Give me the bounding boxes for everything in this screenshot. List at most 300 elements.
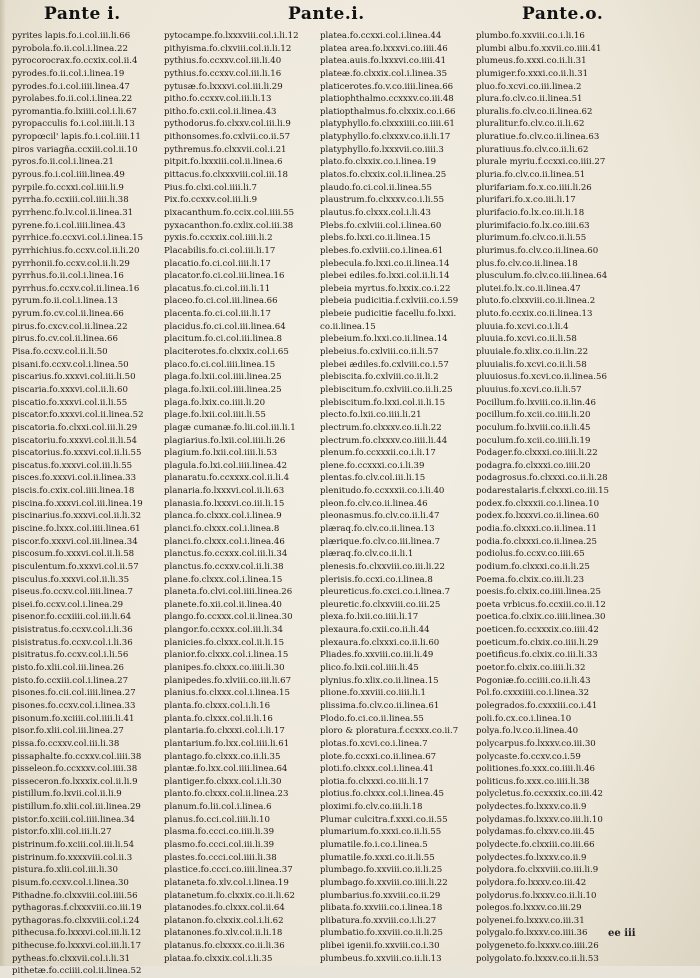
index-entry: polydamas.fo.clxxv.co.iii.45 bbox=[476, 827, 595, 838]
index-entry: plurale myriu.f.ccxxi.co.iiii.27 bbox=[476, 157, 606, 168]
index-entry: plebei ediles.fo.lxxi.col.ii.li.14 bbox=[320, 271, 450, 282]
index-entry: pittacus.fo.clxxxviii.col.iii.18 bbox=[164, 170, 289, 181]
index-entry: plantarium.fo.lxx.col.iiii.li.61 bbox=[164, 738, 290, 749]
index-entry: planta.fo.clxxx.col.i.li.16 bbox=[164, 700, 271, 711]
index-entry: placidus.fo.ci.col.iii.linea.64 bbox=[164, 321, 286, 332]
index-entry: pissa.fo.ccxxv.col.iii.li.38 bbox=[12, 738, 120, 749]
index-entry: plebiscita.fo.cxlviii.co.ii.li.2 bbox=[320, 372, 439, 383]
column-header-right: Pante.o. bbox=[522, 4, 604, 24]
index-entry: plutei.fo.lx.co.ii.linea.47 bbox=[476, 283, 581, 294]
index-entry: pluuius.fo.xcvi.co.ii.li.57 bbox=[476, 384, 582, 395]
index-entry: plateæ.fo.clxxix.col.i.linea.35 bbox=[320, 68, 448, 79]
index-entry: pithecusa.fo.lxxxvi.col.iii.li.12 bbox=[12, 928, 142, 939]
index-entry: poetica.fo.clxix.co.iiii.linea.30 bbox=[476, 612, 606, 623]
index-entry: plaudo.fo.ci.col.ii.linea.55 bbox=[320, 182, 432, 193]
index-entry: planicies.fo.clxxx.col.ii.li.15 bbox=[164, 637, 285, 648]
index-entry: poculum.fo.lxviii.co.ii.li.45 bbox=[476, 422, 591, 433]
index-entry: placatio.fo.ci.col.iiii.li.17 bbox=[164, 258, 271, 269]
index-entry: podex.fo.clxxxii.co.i.linea.10 bbox=[476, 498, 600, 509]
index-entry: piscor.fo.xxxvi.col.iii.linea.34 bbox=[12, 536, 138, 547]
index-column-2 bbox=[164, 30, 324, 965]
index-entry: pytocampe.fo.lxxxviii.col.i.li.12 bbox=[164, 31, 299, 41]
index-entry: plene.fo.ccxxxi.co.i.li.39 bbox=[320, 460, 425, 471]
index-entry: plagiarius.fo.lxii.col.iiii.li.26 bbox=[164, 435, 286, 446]
index-entry: plebei ædiles.fo.cxlviii.co.i.57 bbox=[320, 359, 449, 370]
index-entry: pyrodes.fo.i.col.iiii.linea.47 bbox=[12, 81, 130, 92]
index-entry: polydamas.fo.lxxxv.co.iii.li.10 bbox=[476, 814, 603, 825]
index-entry: plataneta.fo.xlv.col.i.linea.19 bbox=[164, 877, 289, 888]
index-entry: Pix.fo.ccxxv.col.iii.li.9 bbox=[164, 195, 258, 206]
index-entry: piscatus.fo.xxxvi.col.iii.li.55 bbox=[12, 460, 133, 471]
index-entry: plasma.fo.ccci.co.iiii.li.39 bbox=[164, 827, 275, 838]
index-entry: politicus.fo.xxx.co.iiii.li.38 bbox=[476, 776, 590, 787]
index-entry: pyrobola.fo.ii.col.i.linea.22 bbox=[12, 43, 128, 54]
index-entry: plotas.fo.xcvi.co.i.linea.7 bbox=[320, 738, 428, 749]
index-entry: pluto.fo.ccxix.co.ii.linea.13 bbox=[476, 309, 593, 320]
index-entry: poeta vrbicus.fo.ccxiii.co.ii.12 bbox=[476, 599, 606, 610]
index-entry: plurimum.fo.clv.co.ii.li.55 bbox=[476, 233, 587, 244]
index-entry: plumiger.fo.xxxi.co.ii.li.31 bbox=[476, 68, 589, 79]
index-entry: pyrous.fo.i.col.iiii.linea.49 bbox=[12, 170, 125, 181]
index-entry: pyropœcil' lapis.fo.i.col.iiii.11 bbox=[12, 132, 141, 143]
index-entry: plebiscitum.fo.cxlviii.co.ii.li.25 bbox=[320, 384, 453, 395]
index-entry: planctus.fo.ccxxv.col.ii.li.38 bbox=[164, 561, 284, 572]
index-entry: piscine.fo.lxxx.col.iiii.linea.61 bbox=[12, 523, 141, 534]
index-entry: poesis.fo.clxix.co.iiii.linea.25 bbox=[476, 587, 601, 598]
index-entry: pistillum.fo.xlii.col.iii.linea.29 bbox=[12, 802, 141, 813]
index-entry: pithyisma.fo.clxviii.col.ii.li.12 bbox=[164, 43, 292, 54]
index-entry: pyrites lapis.fo.i.col.iii.li.66 bbox=[12, 31, 131, 41]
index-entry: pyrrhichius.fo.ccxv.col.ii.li.20 bbox=[12, 245, 140, 256]
index-entry: platanus.fo.clxxxx.co.ii.li.36 bbox=[164, 941, 285, 952]
index-entry: plurimus.fo.clv.co.ii.linea.60 bbox=[476, 245, 599, 256]
index-entry: plæraq.fo.clv.co.ii.li.1 bbox=[320, 549, 414, 560]
index-entry: plibei igenii.fo.xxviii.co.i.30 bbox=[320, 941, 440, 952]
index-entry: pisistratus.fo.ccxv.col.i.li.36 bbox=[12, 637, 133, 648]
index-entry: plerisis.fo.ccxi.co.i.linea.8 bbox=[320, 574, 433, 585]
index-entry: pyrene.fo.i.col.iiii.linea.43 bbox=[12, 220, 126, 231]
index-entry: plærique.fo.clv.co.iii.linea.7 bbox=[320, 536, 441, 547]
index-entry: politiones.fo.xxx.co.iiii.li.46 bbox=[476, 764, 595, 775]
index-entry: polydora.fo.clxxviii.co.iii.li.9 bbox=[476, 865, 599, 876]
index-entry: pithecuse.fo.lxxxvi.col.iii.li.17 bbox=[12, 941, 142, 952]
index-entry: pythodorus.fo.clxxv.col.iii.li.9 bbox=[164, 119, 291, 130]
index-entry: platea.fo.ccxxi.col.i.linea.44 bbox=[320, 31, 442, 41]
index-entry: pleureticus.fo.cxci.co.i.linea.7 bbox=[320, 587, 451, 598]
index-entry: plantaria.fo.clxxxi.col.i.li.17 bbox=[164, 726, 285, 737]
index-entry: platea area.fo.lxxxvi.co.iiii.46 bbox=[320, 43, 448, 54]
index-entry: pleon.fo.clv.co.ii.linea.46 bbox=[320, 498, 428, 509]
index-entry: plentas.fo.clv.col.iii.li.15 bbox=[320, 473, 426, 484]
index-entry: Pol.fo.cxxxiiii.co.i.linea.32 bbox=[476, 688, 590, 699]
index-entry: platos.fo.clxxix.col.ii.linea.25 bbox=[320, 170, 447, 181]
index-entry: podiolus.fo.ccxv.co.iiii.65 bbox=[476, 549, 585, 560]
index-entry: pluo.fo.xcvi.co.iii.linea.2 bbox=[476, 81, 582, 92]
index-entry: piscaria.fo.xxxvi.col.ii.li.60 bbox=[12, 384, 128, 395]
index-entry: pyropacculis fo.i.col.iiii.li.13 bbox=[12, 119, 135, 130]
index-entry: pistor.fo.xlii.col.iii.li.27 bbox=[12, 827, 112, 838]
index-entry: piscatorius.fo.xxxvi.col.ii.li.55 bbox=[12, 448, 142, 459]
index-entry: podium.fo.clxxxi.co.ii.li.25 bbox=[476, 561, 590, 572]
index-entry: pitho.fo.ccxxv.col.iii.li.13 bbox=[164, 94, 272, 105]
index-entry: poculum.fo.xcii.co.iiii.li.19 bbox=[476, 435, 591, 446]
index-entry: pyrrhenc.fo.lv.col.ii.linea.31 bbox=[12, 207, 134, 218]
index-entry: Plodo.fo.ci.co.ii.linea.55 bbox=[320, 713, 424, 724]
index-entry: pisto.fo.ccxiii.col.i.linea.27 bbox=[12, 675, 129, 686]
index-entry: pluralis.fo.clv.co.ii.linea.62 bbox=[476, 106, 593, 117]
index-entry: polygalo.fo.lxxxv.co.iiii.36 bbox=[476, 928, 588, 939]
index-entry: plautus.fo.clxxx.col.i.li.43 bbox=[320, 207, 431, 218]
index-entry: pisculus.fo.xxxvi.col.ii.li.35 bbox=[12, 574, 130, 585]
index-entry: pocillum.fo.xcii.co.iiii.li.20 bbox=[476, 410, 591, 421]
index-entry: pisseceron.fo.lxxxix.col.ii.li.9 bbox=[12, 776, 138, 787]
index-entry: pluuiosus.fo.xcvi.co.ii.linea.56 bbox=[476, 372, 607, 383]
index-entry: planca.fo.clxxx.col.i.linea.9 bbox=[164, 511, 282, 522]
index-entry: pistor.fo.xciii.col.iiii.linea.34 bbox=[12, 814, 135, 825]
index-entry: piseus.fo.ccxv.col.iiii.linea.7 bbox=[12, 587, 134, 598]
index-entry: plusculum.fo.clv.co.iii.linea.64 bbox=[476, 271, 608, 282]
index-entry: pyrrhus.fo.ii.col.i.linea.16 bbox=[12, 271, 124, 282]
index-entry: plumbatio.fo.xxviii.co.ii.li.25 bbox=[320, 928, 443, 939]
index-entry: pleuretic.fo.clxxviii.co.iii.25 bbox=[320, 599, 441, 610]
index-entry: pisistratus.fo.ccxv.col.i.li.36 bbox=[12, 625, 133, 636]
index-entry: pixacanthum.fo.ccix.col.iiii.55 bbox=[164, 207, 295, 218]
index-entry: plebes.fo.cxlviii.co.i.linea.61 bbox=[320, 245, 444, 256]
index-entry: plenum.fo.ccxxxii.co.i.li.17 bbox=[320, 448, 436, 459]
index-entry: podex.fo.lxxxvi.co.ii.linea.60 bbox=[476, 511, 600, 522]
index-entry: planipedes.fo.xlviii.co.iii.li.67 bbox=[164, 675, 292, 686]
index-entry: polycaste.fo.ccxv.co.i.59 bbox=[476, 751, 581, 762]
index-entry: Plebs.fo.cxlviii.col.i.linea.60 bbox=[320, 220, 442, 231]
index-entry: Poema.fo.clxix.co.iii.li.23 bbox=[476, 574, 585, 585]
index-entry: placatus.fo.ci.col.iii.li.11 bbox=[164, 283, 271, 294]
index-entry: plagula.fo.lxi.col.iiii.linea.42 bbox=[164, 460, 288, 471]
index-entry: placitum.fo.ci.col.iii.linea.8 bbox=[164, 334, 282, 345]
index-entry: plote.fo.ccxxi.co.ii.linea.67 bbox=[320, 751, 437, 762]
index-entry: piscator.fo.xxxvi.col.ii.linea.52 bbox=[12, 410, 144, 421]
index-entry: pisones.fo.cii.col.iiii.linea.27 bbox=[12, 688, 136, 699]
index-entry: plenesis.fo.clxxviii.co.iii.li.22 bbox=[320, 561, 445, 572]
index-entry: plage.fo.lxii.col.iiii.li.55 bbox=[164, 410, 266, 421]
index-entry: pluuia.fo.xcvi.co.ii.li.58 bbox=[476, 334, 577, 345]
index-entry: pisor.fo.xlii.col.iii.linea.27 bbox=[12, 726, 124, 737]
index-entry: plumatile.fo.i.co.i.linea.5 bbox=[320, 840, 428, 850]
index-entry: plexa.fo.lxii.co.iiii.li.17 bbox=[320, 612, 419, 623]
index-entry: plurifacio.fo.lx.co.iii.li.18 bbox=[476, 207, 585, 218]
index-entry: podia.fo.clxxxi.co.ii.linea.11 bbox=[476, 523, 598, 534]
index-entry: polegrados.fo.cxxxiii.co.i.41 bbox=[476, 700, 598, 711]
index-entry: platanones.fo.xlv.col.ii.li.18 bbox=[164, 928, 283, 939]
index-entry: piscosum.fo.xxxvi.col.ii.li.58 bbox=[12, 549, 135, 560]
index-entry: platiopthalmus.fo.clxxix.co.i.66 bbox=[320, 106, 456, 117]
index-entry: pisei.fo.ccxv.col.i.linea.29 bbox=[12, 599, 124, 610]
index-entry: planasia.fo.lxxxvi.co.iii.li.15 bbox=[164, 498, 285, 509]
index-entry: pyromantia.fo.lxiiii.col.i.li.67 bbox=[12, 106, 137, 117]
index-entry: pirus.fo.cv.col.ii.linea.66 bbox=[12, 334, 118, 345]
index-entry: Plumar culcitra.f.xxxi.co.ii.55 bbox=[320, 814, 448, 825]
index-entry: plus.fo.clv.co.ii.linea.18 bbox=[476, 258, 578, 269]
index-entry: polydora.fo.lxxxv.co.iii.42 bbox=[476, 877, 587, 888]
index-entry: platyphyllo.fo.clxxxv.co.ii.li.17 bbox=[320, 132, 451, 143]
index-entry: planum.fo.lii.col.i.linea.6 bbox=[164, 802, 272, 813]
index-entry: plane.fo.clxxx.col.i.linea.15 bbox=[164, 574, 283, 585]
index-entry: Pithadne.fo.clxxviii.col.iiii.56 bbox=[12, 890, 138, 901]
index-entry: polegos.fo.lxxxv.co.iii.29 bbox=[476, 903, 582, 914]
index-entry: polydectes.fo.lxxxv.co.ii.9 bbox=[476, 802, 587, 813]
index-entry: pyrrhice.fo.ccxvi.col.i.linea.15 bbox=[12, 233, 144, 244]
index-entry: piscinarius.fo.xxxvi.col.ii.li.32 bbox=[12, 511, 142, 522]
index-entry: plurifari.fo.x.co.iii.li.17 bbox=[476, 195, 576, 206]
index-entry: Placabilis.fo.ci.col.iii.li.17 bbox=[164, 245, 276, 256]
running-headers bbox=[0, 4, 700, 30]
index-entry: pistillum.fo.lxvii.col.ii.li.9 bbox=[12, 789, 122, 800]
index-entry: plibata.fo.xxviii.co.i.linea.18 bbox=[320, 903, 443, 914]
index-entry: piros variagña.ccxiii.col.ii.10 bbox=[12, 144, 138, 155]
index-entry: pisseleon.fo.ccxxxv.col.iiii.38 bbox=[12, 764, 138, 775]
index-entry: piscina.fo.xxxvi.col.iii.linea.19 bbox=[12, 498, 143, 509]
index-entry: poeticen.fo.ccxxxix.co.iiii.42 bbox=[476, 625, 599, 636]
index-entry: plumbi albu.fo.xxvii.co.iiii.41 bbox=[476, 43, 602, 54]
index-entry: podia.fo.clxxxi.co.ii.linea.25 bbox=[476, 536, 598, 547]
index-entry: pluratiuus.fo.clv.co.ii.li.62 bbox=[476, 144, 589, 155]
index-entry: planta.fo.clxxx.col.ii.li.16 bbox=[164, 713, 273, 724]
index-entry: podarestalaris.f.clxxxi.co.iii.15 bbox=[476, 486, 610, 497]
index-entry: pyrrhonii.fo.ccxv.col.ii.li.29 bbox=[12, 258, 130, 269]
index-entry: ploti.fo.clxxx.col.i.linea.41 bbox=[320, 764, 434, 775]
index-entry: plasmo.fo.ccci.col.iii.li.39 bbox=[164, 840, 275, 850]
index-entry: plæraq.fo.clv.co.ii.linea.13 bbox=[320, 523, 435, 534]
index-entry: plebs.fo.lxxi.co.ii.linea.15 bbox=[320, 233, 431, 244]
index-entry: pistura.fo.xlii.col.iii.li.30 bbox=[12, 865, 118, 876]
index-entry: podagrosus.fo.clxxxi.co.ii.li.28 bbox=[476, 473, 608, 484]
index-entry: placator.fo.ci.col.iii.linea.16 bbox=[164, 271, 285, 282]
index-entry: polydecte.fo.clxxiii.co.iii.66 bbox=[476, 840, 595, 850]
index-entry: plebeia pudicitia.f.cxlviii.co.i.59 bbox=[320, 296, 459, 307]
index-entry: pisonum.fo.xciiii.col.iiii.li.41 bbox=[12, 713, 135, 724]
index-entry: piscatoria.fo.clxxi.col.iii.li.29 bbox=[12, 422, 138, 433]
index-entry: planior.fo.clxxx.col.i.linea.15 bbox=[164, 650, 289, 661]
index-entry: planipes.fo.clxxx.co.iiii.li.30 bbox=[164, 663, 285, 674]
index-entry: pyrodes.fo.ii.col.i.linea.19 bbox=[12, 68, 125, 79]
index-entry: plantæ.fo.lxx.col.iiii.linea.64 bbox=[164, 764, 288, 775]
column-header-middle: Pante.i. bbox=[288, 4, 365, 24]
index-entry: plotia.fo.clxxxi.co.iii.li.17 bbox=[320, 776, 429, 787]
index-entry: plebeie pudicitie facellu.fo.lxxi. bbox=[320, 309, 457, 320]
index-entry: planto.fo.clxxx.col.ii.linea.23 bbox=[164, 789, 289, 800]
index-entry: pistrinum.fo.xciii.col.iii.li.54 bbox=[12, 840, 135, 850]
index-entry: poli.fo.cx.co.i.linea.10 bbox=[476, 713, 572, 724]
index-entry: plione.fo.xxviii.co.iiii.li.1 bbox=[320, 688, 426, 699]
index-entry: planius.fo.clxxx.col.i.linea.15 bbox=[164, 688, 290, 699]
page-gutter-shadow bbox=[0, 0, 6, 966]
index-entry: pluuiale.fo.xlix.co.ii.lin.22 bbox=[476, 347, 589, 358]
index-entry: pythagoras.f.clxxxviii.co.iii.19 bbox=[12, 903, 142, 914]
index-entry: poetor.fo.clxix.co.iiii.li.32 bbox=[476, 663, 586, 674]
index-entry: piscatio.fo.xxxvi.col.ii.li.55 bbox=[12, 397, 128, 408]
index-entry: pisenor.fo.ccxiiii.col.iii.li.64 bbox=[12, 612, 132, 623]
index-entry: pisum.fo.ccxv.col.i.linea.30 bbox=[12, 877, 129, 888]
index-entry: pluria.fo.clv.co.ii.linea.51 bbox=[476, 170, 586, 181]
index-entry: platanetum.fo.clxxix.co.ii.li.62 bbox=[164, 890, 295, 901]
index-entry: plumarium.fo.xxxi.co.ii.li.55 bbox=[320, 827, 442, 838]
index-entry: platyphyllo.fo.lxxxvii.co.iiii.3 bbox=[320, 144, 444, 155]
index-entry: pisces.fo.xxxvi.col.ii.linea.33 bbox=[12, 473, 137, 484]
index-entry: pithetæ.fo.cciiii.col.ii.linea.52 bbox=[12, 966, 142, 977]
index-entry: plastice.fo.ccci.co.iiii.linea.37 bbox=[164, 865, 293, 876]
index-entry: pirus.fo.cxcv.col.ii.linea.22 bbox=[12, 321, 128, 332]
index-entry: planaratu.fo.ccxxxx.col.ii.li.4 bbox=[164, 473, 290, 484]
index-entry: pythius.fo.ccxxv.col.iii.li.16 bbox=[164, 68, 282, 79]
index-entry: plangor.fo.ccxxx.col.iii.li.34 bbox=[164, 625, 283, 636]
index-entry: plataa.fo.clxxix.col.i.li.35 bbox=[164, 953, 273, 964]
index-entry: polygolato.fo.lxxxv.co.ii.li.53 bbox=[476, 953, 599, 964]
index-entry: plecto.fo.lxii.co.iiii.li.21 bbox=[320, 410, 422, 421]
index-entry: pitho.fo.cxii.col.ii.linea.43 bbox=[164, 106, 277, 117]
index-entry: polydorus.fo.lxxxv.co.ii.li.10 bbox=[476, 890, 597, 901]
index-entry: pyros.fo.ii.col.i.linea.21 bbox=[12, 157, 114, 168]
index-entry: plaga.fo.lxii.col.iiii.linea.25 bbox=[164, 384, 282, 395]
index-entry: pythremus.fo.clxxvii.col.i.21 bbox=[164, 144, 287, 155]
index-entry: pythius.fo.ccxxv.col.iii.li.40 bbox=[164, 56, 282, 67]
index-entry: platiophthalmo.ccxxxv.co.iii.48 bbox=[320, 94, 454, 105]
index-entry: pyrum.fo.ii.col.i.linea.13 bbox=[12, 296, 118, 307]
index-entry: pisto.fo.xlii.col.iii.linea.26 bbox=[12, 663, 124, 674]
index-entry: poetificus.fo.clxix.co.iii.li.33 bbox=[476, 650, 598, 661]
index-entry: plectrum.fo.clxxxv.co.ii.li.22 bbox=[320, 422, 442, 433]
index-entry: planeta.fo.clvi.col.iiii.linea.26 bbox=[164, 587, 293, 598]
index-entry: pyrrhus.fo.ccxv.col.ii.linea.16 bbox=[12, 283, 140, 294]
index-entry: pisones.fo.ccxv.col.i.linea.33 bbox=[12, 700, 136, 711]
index-entry: plebeius.fo.cxlviii.co.ii.li.57 bbox=[320, 347, 439, 358]
index-entry: plumbo.fo.xxviii.co.i.li.16 bbox=[476, 31, 585, 41]
index-entry: Pogoniæ.fo.cciiii.co.ii.li.43 bbox=[476, 675, 591, 686]
index-entry: plebiscitum.fo.lxxi.col.ii.li.15 bbox=[320, 397, 446, 408]
index-entry: plantago.fo.clxxx.co.ii.li.35 bbox=[164, 751, 281, 762]
index-entry: co.ii.linea.15 bbox=[320, 321, 376, 332]
index-entry: polydectes.fo.lxxxv.co.ii.9 bbox=[476, 852, 587, 863]
index-entry: plebeia myrtus.fo.lxxix.co.i.22 bbox=[320, 283, 451, 294]
index-entry: platanodes.fo.clxxx.col.ii.64 bbox=[164, 903, 285, 914]
index-entry: platicerotes.fo.v.co.iiii.linea.66 bbox=[320, 81, 454, 92]
index-entry: placeo.fo.ci.col.iii.linea.66 bbox=[164, 296, 278, 307]
index-entry: plibatura.fo.xxviii.co.i.li.27 bbox=[320, 915, 437, 926]
index-entry: plebecula.fo.lxxi.co.ii.linea.14 bbox=[320, 258, 450, 269]
index-entry: pyxacanthon.fo.cxlix.col.iii.38 bbox=[164, 220, 294, 231]
index-entry: pyrocorocrax.fo.ccxix.col.ii.4 bbox=[12, 56, 138, 67]
index-entry: poeticum.fo.clxix.co.iiii.li.29 bbox=[476, 637, 599, 648]
index-entry: polygeneto.fo.lxxxv.co.iiii.26 bbox=[476, 941, 599, 952]
index-entry: podagra.fo.clxxxi.co.iiii.20 bbox=[476, 460, 591, 471]
index-entry: planci.fo.clxxx.col.i.linea.46 bbox=[164, 536, 285, 547]
index-entry: planci.fo.clxxx.col.i.linea.8 bbox=[164, 523, 280, 534]
index-entry: pythagoras.fo.clxxviii.col.i.24 bbox=[12, 915, 140, 926]
index-entry: plumeus.fo.xxxi.co.ii.li.31 bbox=[476, 56, 587, 67]
index-entry: Pliades.fo.xxviii.co.iii.li.49 bbox=[320, 650, 434, 661]
index-entry: pissaphalte.fo.ccxxv.col.iiii.38 bbox=[12, 751, 142, 762]
index-entry: ploro & ploratura.f.ccxxx.co.ii.7 bbox=[320, 726, 459, 737]
index-entry: platea.auis.fo.lxxxvi.co.iiii.41 bbox=[320, 56, 447, 67]
index-entry: piscis.fo.cxix.col.iiii.linea.18 bbox=[12, 486, 135, 497]
index-entry: planctus.fo.ccxxx.col.iii.li.34 bbox=[164, 549, 288, 560]
signature-mark: ee iii bbox=[608, 928, 636, 939]
index-entry: pleonasmus.fo.clv.co.ii.li.47 bbox=[320, 511, 440, 522]
index-entry: platanon.fo.clxxix.col.i.li.62 bbox=[164, 915, 284, 926]
index-entry: plango.fo.ccxxx.col.ii.linea.30 bbox=[164, 612, 293, 623]
index-entry: placenta.fo.ci.col.iii.li.17 bbox=[164, 309, 271, 320]
index-entry: pithonsomes.fo.cxlvii.co.ii.57 bbox=[164, 132, 291, 143]
index-entry: pyrum.fo.cv.col.ii.linea.66 bbox=[12, 309, 124, 320]
index-entry: plagæ cumanæ.fo.lii.col.iii.li.1 bbox=[164, 422, 296, 433]
index-entry: Podager.fo.clxxxi.co.iiii.li.22 bbox=[476, 448, 598, 459]
index-entry: polyenei.fo.lxxxv.co.iii.31 bbox=[476, 915, 585, 926]
index-entry: planaria.fo.lxxxvi.col.ii.li.63 bbox=[164, 486, 285, 497]
index-entry: pyxis.fo.ccxxix.col.iiii.li.2 bbox=[164, 233, 273, 244]
column-header-left: Pante i. bbox=[44, 4, 121, 24]
index-entry: plumbago.fo.xxviii.co.ii.li.25 bbox=[320, 865, 443, 876]
index-entry: platyphyllo.fo.clxxxiiii.co.iiii.61 bbox=[320, 119, 455, 130]
index-entry: plenitudo.fo.ccxxxii.co.i.li.40 bbox=[320, 486, 445, 497]
index-entry: polya.fo.lv.co.ii.linea.40 bbox=[476, 726, 579, 737]
index-entry: plectrum.fo.clxxxv.co.iiii.li.44 bbox=[320, 435, 448, 446]
index-entry: polycarpus.fo.lxxxv.co.iii.30 bbox=[476, 738, 596, 749]
index-entry: plastes.fo.ccci.col.iiii.li.38 bbox=[164, 852, 277, 863]
index-entry: pluralitur.fo.clv.co.ii.li.62 bbox=[476, 119, 585, 130]
index-entry: plissima.fo.clv.co.ii.linea.61 bbox=[320, 700, 440, 711]
index-entry: pytusæ.fo.lxxxvi.col.iii.li.29 bbox=[164, 81, 283, 92]
index-entry: piscarius.fo.xxxvi.col.iii.li.50 bbox=[12, 372, 136, 383]
index-entry: plantiger.fo.clxxx.col.i.li.30 bbox=[164, 776, 282, 787]
index-entry: Pocillum.fo.lxviii.co.ii.lin.46 bbox=[476, 397, 596, 408]
index-entry: plato.fo.clxxix.co.i.linea.19 bbox=[320, 157, 437, 168]
index-entry: piscatoriu.fo.xxxvi.col.ii.li.54 bbox=[12, 435, 138, 446]
index-entry: plaustrum.fo.clxxxv.co.i.li.55 bbox=[320, 195, 445, 206]
index-entry: pisitratus.fo.ccxv.col.i.li.56 bbox=[12, 650, 129, 661]
index-entry: ploximi.fo.clv.co.iii.li.18 bbox=[320, 802, 423, 813]
index-entry: pistrinum.fo.xxxxviii.col.ii.3 bbox=[12, 852, 133, 863]
index-entry: Pius.fo.clxi.col.iiii.li.7 bbox=[164, 182, 257, 193]
index-entry: polycletus.fo.ccxxxix.co.iii.42 bbox=[476, 789, 603, 800]
index-entry: plaga.fo.lxii.col.iiii.linea.25 bbox=[164, 372, 282, 383]
index-entry: plurifariam.fo.x.co.iiii.li.26 bbox=[476, 182, 592, 193]
index-entry: plexaura.fo.cxii.co.ii.li.44 bbox=[320, 625, 430, 636]
index-entry: plico.fo.lxii.col.iiii.li.45 bbox=[320, 663, 419, 674]
index-entry: pluratiue.fo.clv.co.ii.linea.63 bbox=[476, 132, 600, 143]
index-entry: pisculentum.fo.xxxvi.col.ii.57 bbox=[12, 561, 139, 572]
index-entry: pyrrha.fo.ccxiii.col.iiii.li.38 bbox=[12, 195, 129, 206]
index-entry: pluuia.fo.xcvi.co.i.li.4 bbox=[476, 321, 569, 332]
index-entry: pytheas.fo.clxxvii.col.i.li.31 bbox=[12, 953, 131, 964]
index-entry: plexaura.fo.clxxxi.co.ii.li.60 bbox=[320, 637, 440, 648]
index-entry: plagium.fo.lxii.col.iiii.li.53 bbox=[164, 448, 278, 459]
index-column-3 bbox=[320, 30, 500, 965]
index-entry: plurimifacio.fo.lx.co.iiii.63 bbox=[476, 220, 590, 231]
index-entry: plura.fo.clv.co.ii.linea.51 bbox=[476, 94, 583, 105]
index-entry: plumbeus.fo.xxviii.co.ii.li.13 bbox=[320, 953, 442, 964]
index-entry: Pisa.fo.ccxv.col.ii.li.50 bbox=[12, 347, 108, 358]
index-column-4 bbox=[476, 30, 696, 965]
index-entry: planete.fo.xii.col.ii.linea.40 bbox=[164, 599, 282, 610]
index-entry: plynius.fo.xlix.co.ii.linea.15 bbox=[320, 675, 439, 686]
index-entry: plumatile.fo.xxxi.co.ii.li.55 bbox=[320, 852, 435, 863]
index-entry: plumbago.fo.xxviii.co.iiii.li.22 bbox=[320, 877, 448, 888]
index-entry: pluto.fo.clxxviii.co.ii.linea.2 bbox=[476, 296, 596, 307]
index-entry: pyrpile.fo.ccxxi.col.iiii.li.9 bbox=[12, 182, 124, 193]
index-entry: plebeium.fo.lxxi.co.ii.linea.14 bbox=[320, 334, 448, 345]
index-entry: plumbarius.fo.xxviii.co.ii.29 bbox=[320, 890, 441, 901]
index-entry: placiterotes.fo.clxxix.col.i.65 bbox=[164, 347, 289, 358]
index-entry: plotius.fo.clxxx.col.i.linea.45 bbox=[320, 789, 444, 800]
index-entry: pyrolabes.fo.ii.col.i.linea.22 bbox=[12, 94, 133, 105]
